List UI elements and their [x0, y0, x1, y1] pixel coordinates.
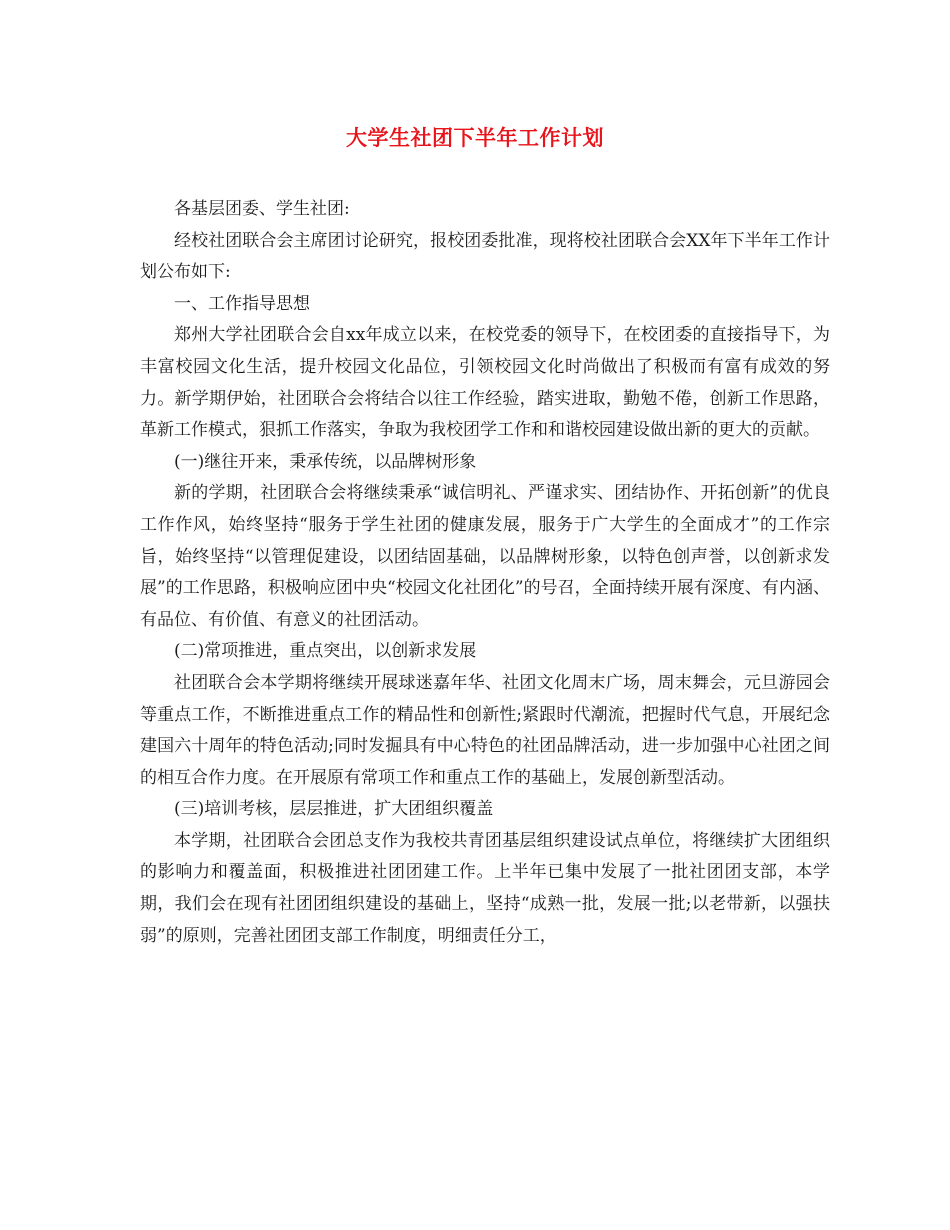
subheading-3: (三)培训考核，层层推进，扩大团组织覆盖: [174, 799, 494, 820]
document-title: 大学生社团下半年工作计划: [346, 126, 604, 150]
section-heading-guiding-ideology: 一、工作指导思想: [174, 293, 310, 314]
paragraph-subsection-2: 社团联合会本学期将继续开展球迷嘉年华、社团文化周末广场，周末舞会，元旦游园会等重点工作，不断推进重点工作的精品性和创新性;紧跟时代潮流，把握时代气息，开展纪念建国六十周年的特色活动;同时发掘具有中心特色的社团品牌活动，进一步加强中心社团之间的相互合作力度。在开展原有常项工作和重点工作的基础上，发展创新型活动。: [140, 672, 830, 788]
subheading-1: (一)继往开来，秉承传统，以品牌树形象: [174, 451, 477, 472]
subheading-2: (二)常项推进，重点突出，以创新求发展: [174, 641, 477, 662]
intro-paragraph: 经校社团联合会主席团讨论研究，报校团委批准，现将校社团联合会XX年下半年工作计划公布如下:: [140, 230, 830, 283]
paragraph-subsection-3: 本学期，社团联合会团总支作为我校共青团基层组织建设试点单位，将继续扩大团组织的影响力和覆盖面，积极推进社团团建工作。上半年已集中发展了一批社团团支部，本学期，我们会在现有社团团组织建设的基础上，坚持“成熟一批，发展一批;以老带新，以强扶弱”的原则，完善社团团支部工作制度，明细责任分工，: [140, 830, 830, 946]
paragraph-guiding-ideology: 郑州大学社团联合会自xx年成立以来，在校党委的领导下，在校团委的直接指导下，为丰富校园文化生活，提升校园文化品位，引领校园文化时尚做出了积极而有富有成效的努力。新学期伊始，社团联合会将结合以往工作经验，踏实进取，勤勉不倦，创新工作思路，革新工作模式，狠抓工作落实，争取为我校团学工作和和谐校园建设做出新的更大的贡献。: [140, 325, 830, 441]
document-body: [140, 194, 830, 952]
salutation: 各基层团委、学生社团:: [174, 199, 350, 219]
paragraph-subsection-1: 新的学期，社团联合会将继续秉承“诚信明礼、严谨求实、团结协作、开拓创新”的优良工作作风，始终坚持“服务于学生社团的健康发展，服务于广大学生的全面成才”的工作宗旨，始终坚持“以管理促建设，以团结固基础，以品牌树形象，以特色创声誉，以创新求发展”的工作思路，积极响应团中央“校园文化社团化”的号召，全面持续开展有深度、有内涵、有品位、有价值、有意义的社团活动。: [140, 483, 830, 630]
